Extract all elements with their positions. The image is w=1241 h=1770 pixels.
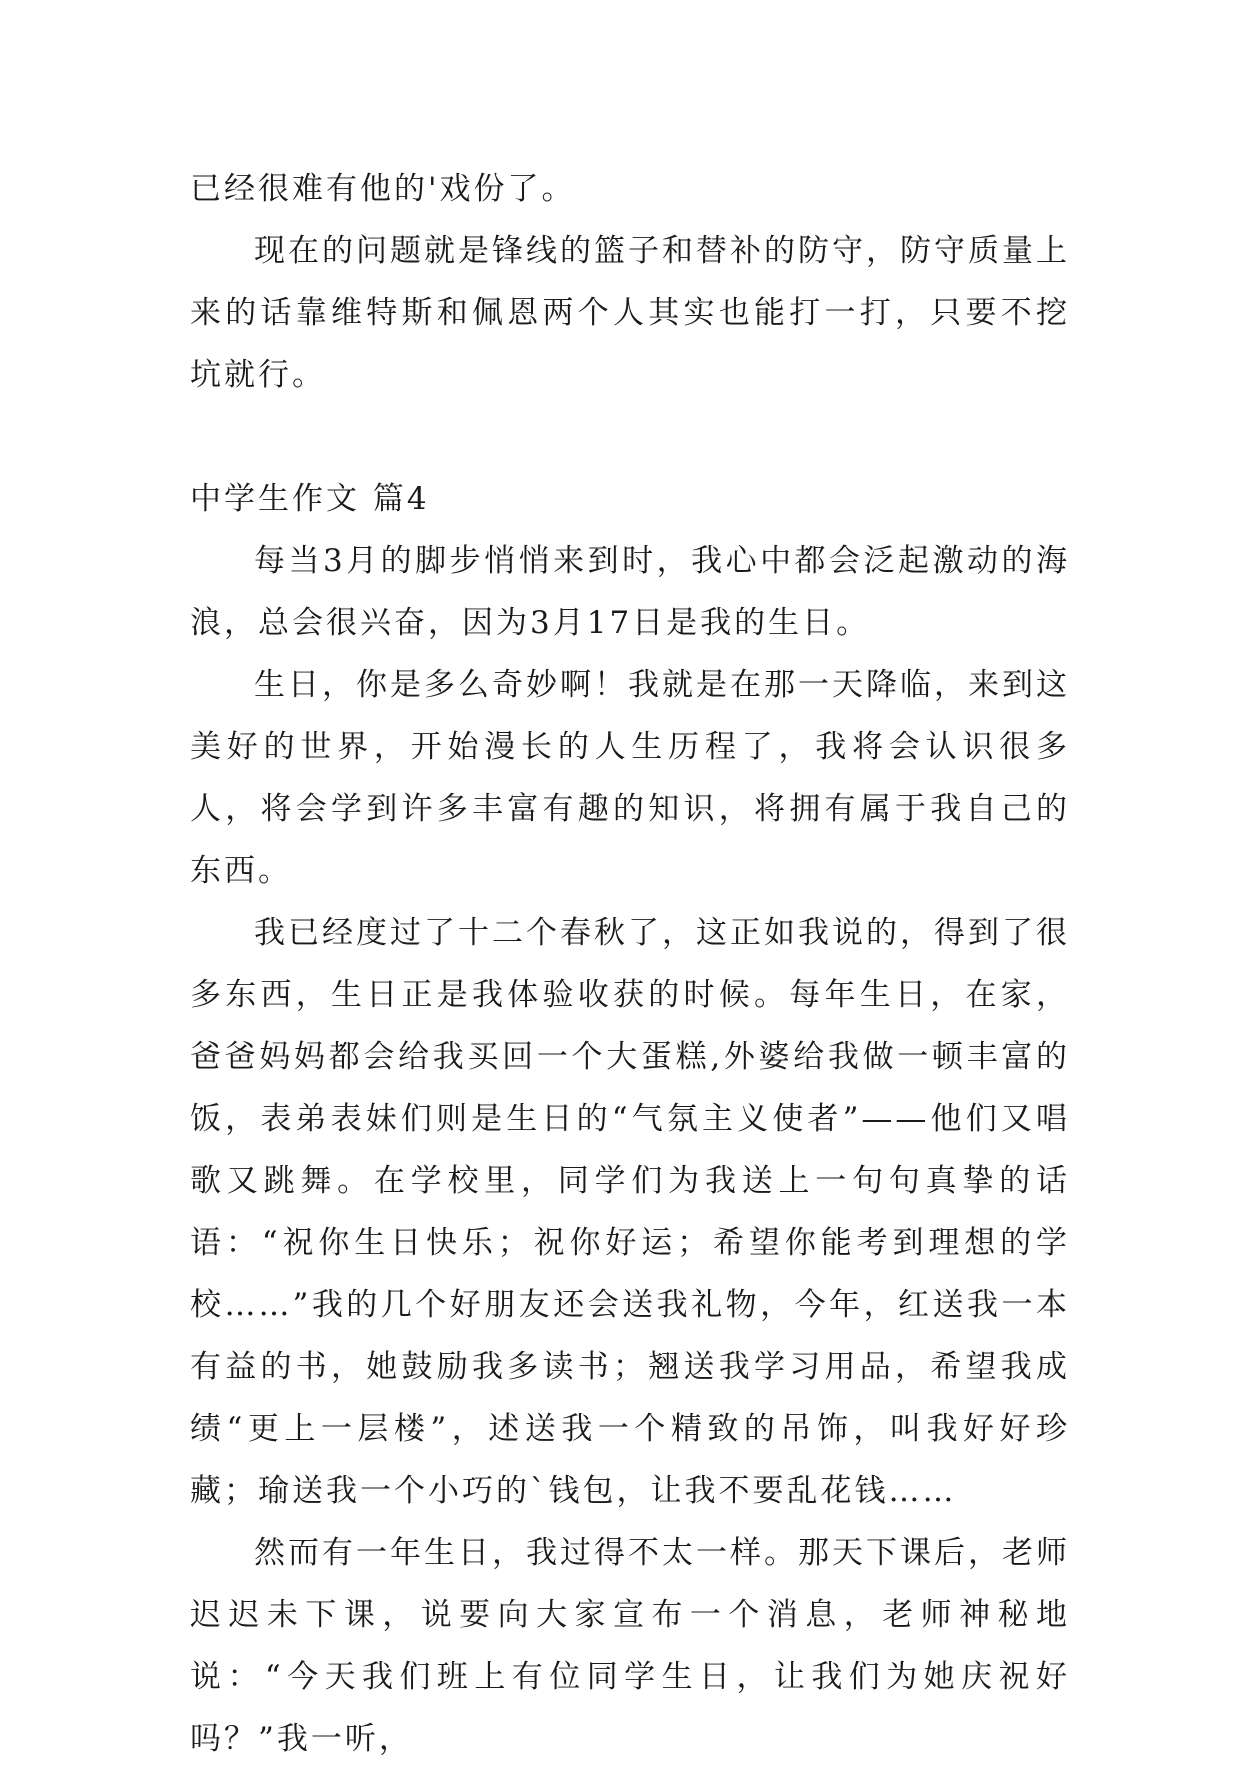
body-paragraph: 现在的问题就是锋线的篮子和替补的防守，防守质量上来的话靠维特斯和佩恩两个人其实也能打一打，只要不挖坑就行。 bbox=[190, 233, 1070, 393]
essay-paragraph-2: 生日，你是多么奇妙啊！我就是在那一天降临，来到这美好的世界，开始漫长的人生历程了，我将会认识很多人，将会学到许多丰富有趣的知识，将拥有属于我自己的东西。 bbox=[190, 667, 1070, 889]
essay-paragraph-3: 我已经度过了十二个春秋了，这正如我说的，得到了很多东西，生日正是我体验收获的时候。每年生日，在家，爸爸妈妈都会给我买回一个大蛋糕,外婆给我做一顿丰富的饭，表弟表妹们则是生日的“气氛主义使者”——他们又唱歌又跳舞。在学校里，同学们为我送上一句句真挚的话语：“祝你生日快乐；祝你好运；希望你能考到理想的学校……”我的几个好朋友还会送我礼物，今年，红送我一本有益的书，她鼓励我多读书；翘送我学习用品，希望我成绩“更上一层楼”，述送我一个精致的吊饰，叫我好好珍藏；瑜送我一个小巧的`钱包，让我不要乱花钱…… bbox=[190, 915, 1070, 1509]
essay-paragraph-4: 然而有一年生日，我过得不太一样。那天下课后，老师迟迟未下课，说要向大家宣布一个消息，老师神秘地说：“今天我们班上有位同学生日，让我们为她庆祝好吗？”我一听， bbox=[190, 1535, 1070, 1757]
document-page bbox=[190, 158, 1070, 1770]
section-gap bbox=[190, 406, 1070, 468]
continued-paragraph: 已经很难有他的'戏份了。 bbox=[190, 171, 576, 207]
essay-paragraph-1: 每当3月的脚步悄悄来到时，我心中都会泛起激动的海浪，总会很兴奋，因为3月17日是我的生日。 bbox=[190, 543, 1070, 641]
section-heading: 中学生作文 篇4 bbox=[190, 481, 430, 517]
